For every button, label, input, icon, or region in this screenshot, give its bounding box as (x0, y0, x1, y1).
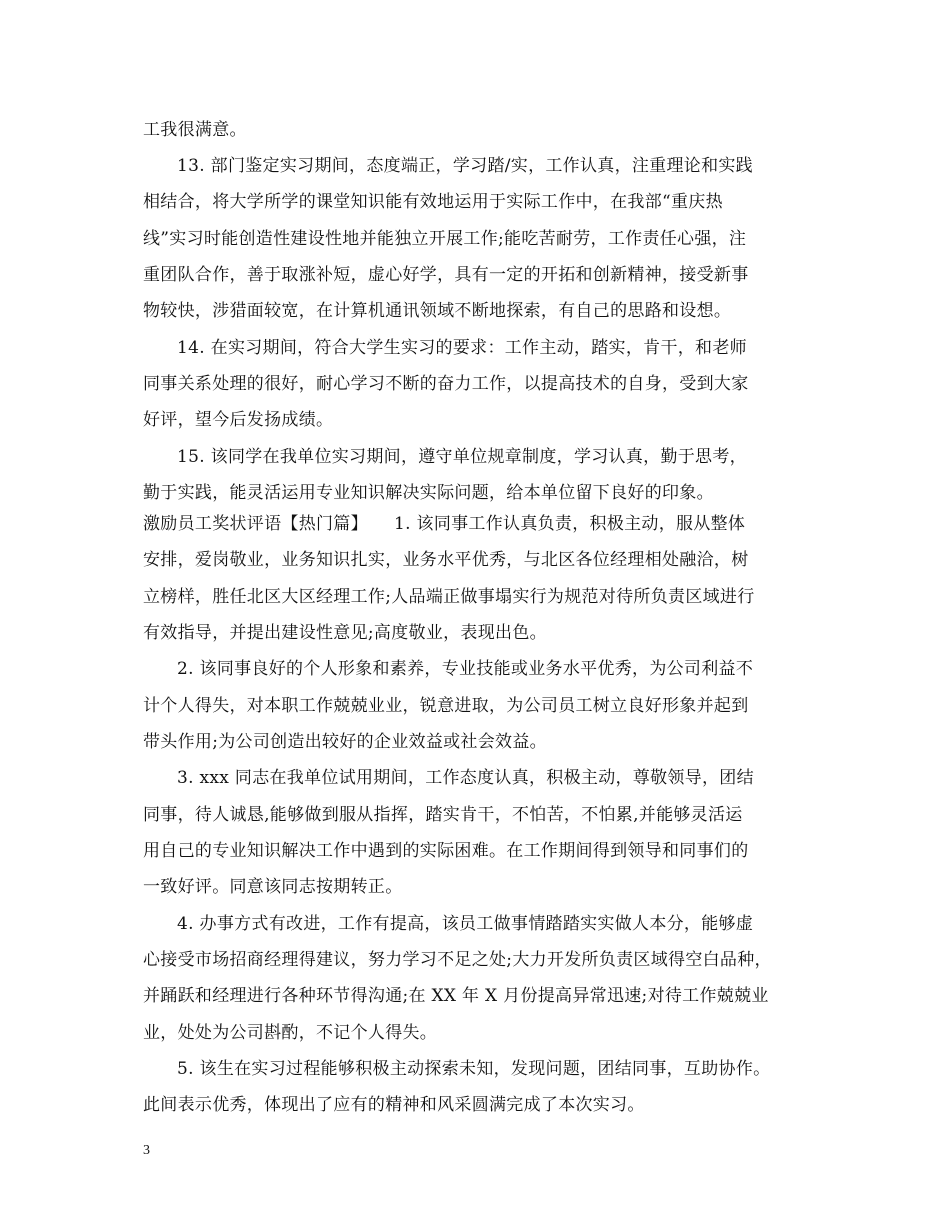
text-line: 勤于实践，能灵活运用专业知识解决实际问题，给本单位留下良好的印象。 (143, 483, 714, 503)
text-line: 计个人得失，对本职工作兢兢业业，锐意进取，为公司员工树立良好形象并起到 (143, 696, 749, 716)
text-line: 安排，爱岗敬业，业务知识扎实，业务水平优秀，与北区各位经理相处融洽，树 (143, 550, 749, 570)
text-line: 同事关系处理的很好，耐心学习不断的奋力工作，以提高技术的自身，受到大家 (143, 374, 749, 394)
text-line: 带头作用;为公司创造出较好的企业效益或社会效益。 (143, 732, 547, 752)
text-line: 物较快，涉猎面较宽，在计算机通讯领域不断地探索，有自己的思路和设想。 (143, 301, 732, 321)
text-line: 5. 该生在实习过程能够积极主动探索未知，发现问题，团结同事，互助协作。 (177, 1059, 771, 1079)
text-line: 并踊跃和经理进行各种环节得沟通;在 XX 年 X 月份提高异常迅速;对待工作兢兢业 (143, 986, 769, 1006)
page-number: 3 (143, 1143, 150, 1158)
text-line: 一致好评。同意该同志按期转正。 (143, 877, 403, 897)
text-line: 心接受市场招商经理得建议，努力学习不足之处;大力开发所负责区域得空白品种， (143, 950, 772, 970)
text-line: 2. 该同事良好的个人形象和素养，专业技能或业务水平优秀，为公司利益不 (177, 659, 754, 679)
text-line: 3. xxx 同志在我单位试用期间，工作态度认真，积极主动，尊敬领导，团结 (177, 768, 754, 788)
text-line: 激励员工奖状评语【热门篇】 1. 该同事工作认真负责，积极主动，服从整体 (143, 514, 746, 534)
text-line: 好评，望今后发扬成绩。 (143, 410, 334, 430)
text-line: 14. 在实习期间，符合大学生实习的要求：工作主动，踏实，肯干，和老师 (177, 338, 747, 358)
text-line: 13. 部门鉴定实习期间，态度端正，学习踏/实，工作认真，注重理论和实践 (177, 156, 753, 176)
text-line: 立榜样，胜任北区大区经理工作;人品端正做事塌实行为规范对待所负责区域进行 (143, 587, 755, 607)
text-line: 工我很满意。 (143, 120, 247, 140)
text-line: 业，处处为公司斟酌，不记个人得失。 (143, 1023, 438, 1043)
text-line: 同事，待人诚恳,能够做到服从指挥，踏实肯干，不怕苦，不怕累,并能够灵活运 (143, 805, 743, 825)
text-line: 线”实习时能创造性建设性地并能独立开展工作;能吃苦耐劳，工作责任心强，注 (143, 229, 747, 249)
text-line: 用自己的专业知识解决工作中遇到的实际困难。在工作期间得到领导和同事们的 (143, 841, 749, 861)
text-line: 重团队合作，善于取涨补短，虚心好学，具有一定的开拓和创新精神，接受新事 (143, 265, 749, 285)
text-line: 此间表示优秀，体现出了应有的精神和风采圆满完成了本次实习。 (143, 1095, 645, 1115)
text-line: 有效指导，并提出建设性意见;高度敬业，表现出色。 (143, 623, 547, 643)
text-line: 15. 该同学在我单位实习期间，遵守单位规章制度，学习认真，勤于思考， (177, 447, 747, 467)
text-line: 相结合，将大学所学的课堂知识能有效地运用于实际工作中，在我部“重庆热 (143, 192, 723, 212)
text-line: 4. 办事方式有改进，工作有提高，该员工做事情踏踏实实做人本分，能够虚 (177, 914, 754, 934)
